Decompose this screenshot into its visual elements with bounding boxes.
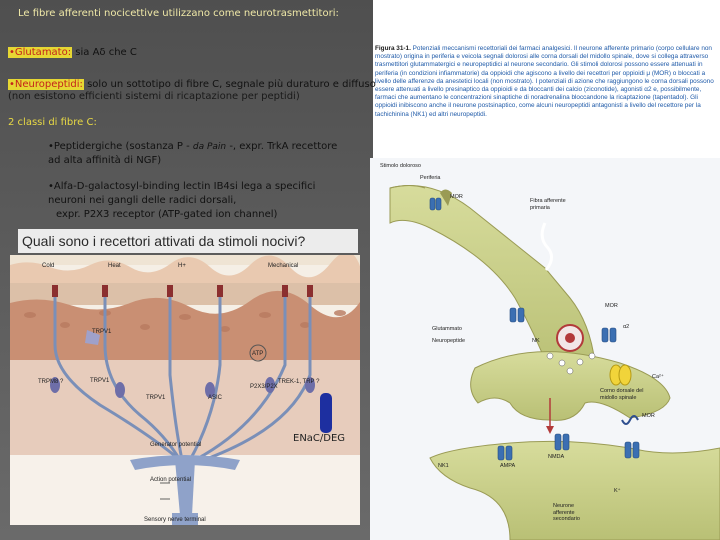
- fig-dorsal-horn: Corno dorsale del midollo spinale: [600, 388, 644, 401]
- neuropeptidi-note: (non esistono efficienti sistemi di ricaptazione per peptidi): [8, 91, 300, 102]
- slide-title: Le fibre afferenti nocicettive utilizzano come neurotrasmettitori:: [18, 8, 339, 19]
- question-banner: Quali sono i recettori attivati da stimoli nocivi?: [18, 229, 358, 253]
- skin-receptor-diagram: [10, 255, 360, 525]
- peptidergiche-line-2: ad alta affinità di NGF): [48, 155, 162, 166]
- figure-caption: [375, 45, 720, 153]
- alfa-line-3: expr. P2X3 receptor (ATP-gated ion channel): [56, 209, 278, 220]
- receptor-trpv1-b: TRPV1: [146, 395, 166, 401]
- fig-neuropeptide: Neuropeptide: [432, 338, 466, 344]
- stimulus-h: H+: [178, 263, 186, 269]
- caption-label: Figura 31-1.: [375, 45, 411, 52]
- label-trpv1-mid: TRPV1: [92, 329, 112, 335]
- fig-nk: NK: [532, 338, 540, 344]
- peptidergiche-text-c: -, expr. TrkA recettore: [226, 141, 338, 152]
- fig-nk1: NK1: [438, 463, 449, 469]
- pain-pathway-figure: [370, 158, 720, 540]
- alfa-line-2: neuroni nei gangli delle radici dorsali,: [48, 195, 237, 206]
- fig-k: K⁺: [614, 488, 621, 494]
- receptor-trpm8: TRPM8 ?: [38, 379, 64, 385]
- receptor-trpv1-a: TRPV1: [90, 378, 110, 384]
- peptidergiche-line: [48, 141, 337, 153]
- fig-stimulus: Stimolo doloroso: [380, 163, 421, 169]
- fig-ca: Ca²⁺: [652, 374, 664, 380]
- fig-periphery: Periferia: [420, 175, 441, 181]
- neuropeptidi-text: solo un sottotipo di fibre C, segnale più duraturo e diffuso: [83, 79, 376, 90]
- alfa-line-1: •Alfa-D-galactosyl-binding lectin IB4si lega a specifici: [48, 181, 316, 192]
- glutamato-text: sia Aδ che C: [72, 47, 137, 58]
- fig-glutamate: Glutammato: [432, 326, 462, 332]
- fig-secondary: Neurone afferente secondario: [553, 503, 580, 522]
- neuropeptidi-line: [8, 79, 376, 91]
- glutamato-label: •Glutamato:: [9, 47, 72, 58]
- peptidergiche-text-b: da Pain: [192, 142, 227, 152]
- label-atp: ATP: [252, 351, 264, 357]
- enac-label: ENaC/DEG: [293, 433, 346, 444]
- fig-mor-mid: MOR: [605, 303, 618, 309]
- neuropeptidi-label: •Neuropeptidi:: [9, 79, 83, 90]
- fig-mor-low: MOR: [642, 413, 655, 419]
- fiber-classes-heading: 2 classi di fibre C:: [8, 117, 97, 128]
- fig-a2: α2: [623, 324, 630, 330]
- pathway-illustration: [370, 158, 720, 540]
- stimulus-heat: Heat: [108, 263, 121, 269]
- fig-ampa: AMPA: [500, 463, 516, 469]
- glutamato-line: [8, 47, 137, 59]
- stimulus-cold: Cold: [42, 263, 55, 269]
- receptor-asic: ASIC: [208, 395, 223, 401]
- caption-text: Potenziali meccanismi recettoriali dei farmaci analgesici. Il neurone afferente primario (corpo cellulare non mostrato) origina in periferia e veicola segnali dolorosi alle corna dorsali del midollo spinale, dove si collega attraverso trasmettitori glutammatergici e neuropeptidici al neurone secondario. Gli stimoli dolorosi possono essere attenuati in periferia (in condizioni infiammatorie) da oppioidi che agiscono a livello dei recettori per oppioidi μ (MOR) o bloccati a livello delle afferenze da anestetici locali (non mostrato). I potenziali di azione che raggiungono le corna dorsali possono essere attenuati a livello presinaptico da oppioidi e da bloccanti dei calcio (ziconotide), agonisti α2 e, possibilmente, farmaci che aumentano le concentrazioni sinaptiche di noradrenalina bloccandone la ricaptazione (tapentadol). Gli oppioidi inibiscono anche il neurone postsinaptico, come alcuni neuropeptidi antagonisti a livello del recettore per la tachichinina (NK1) ed altri neuropeptidi.: [375, 45, 714, 118]
- action-potential-label: Action potential: [150, 477, 192, 483]
- skin-illustration: [10, 255, 360, 525]
- receptor-p2x3: P2X3/P2X: [250, 384, 278, 390]
- receptor-trek: TREK-1, TRP ?: [278, 379, 320, 385]
- peptidergiche-text-a: •Peptidergiche (sostanza P -: [48, 141, 193, 152]
- fig-nmda: NMDA: [548, 454, 565, 460]
- fig-mor-top: MOR: [450, 194, 463, 200]
- sensory-terminal-label: Sensory nerve terminal: [144, 517, 206, 523]
- fig-fiber: Fibra afferente primaria: [530, 198, 566, 211]
- stimulus-mechanical: Mechanical: [268, 263, 299, 269]
- generator-potential-label: Generator potential: [150, 442, 202, 448]
